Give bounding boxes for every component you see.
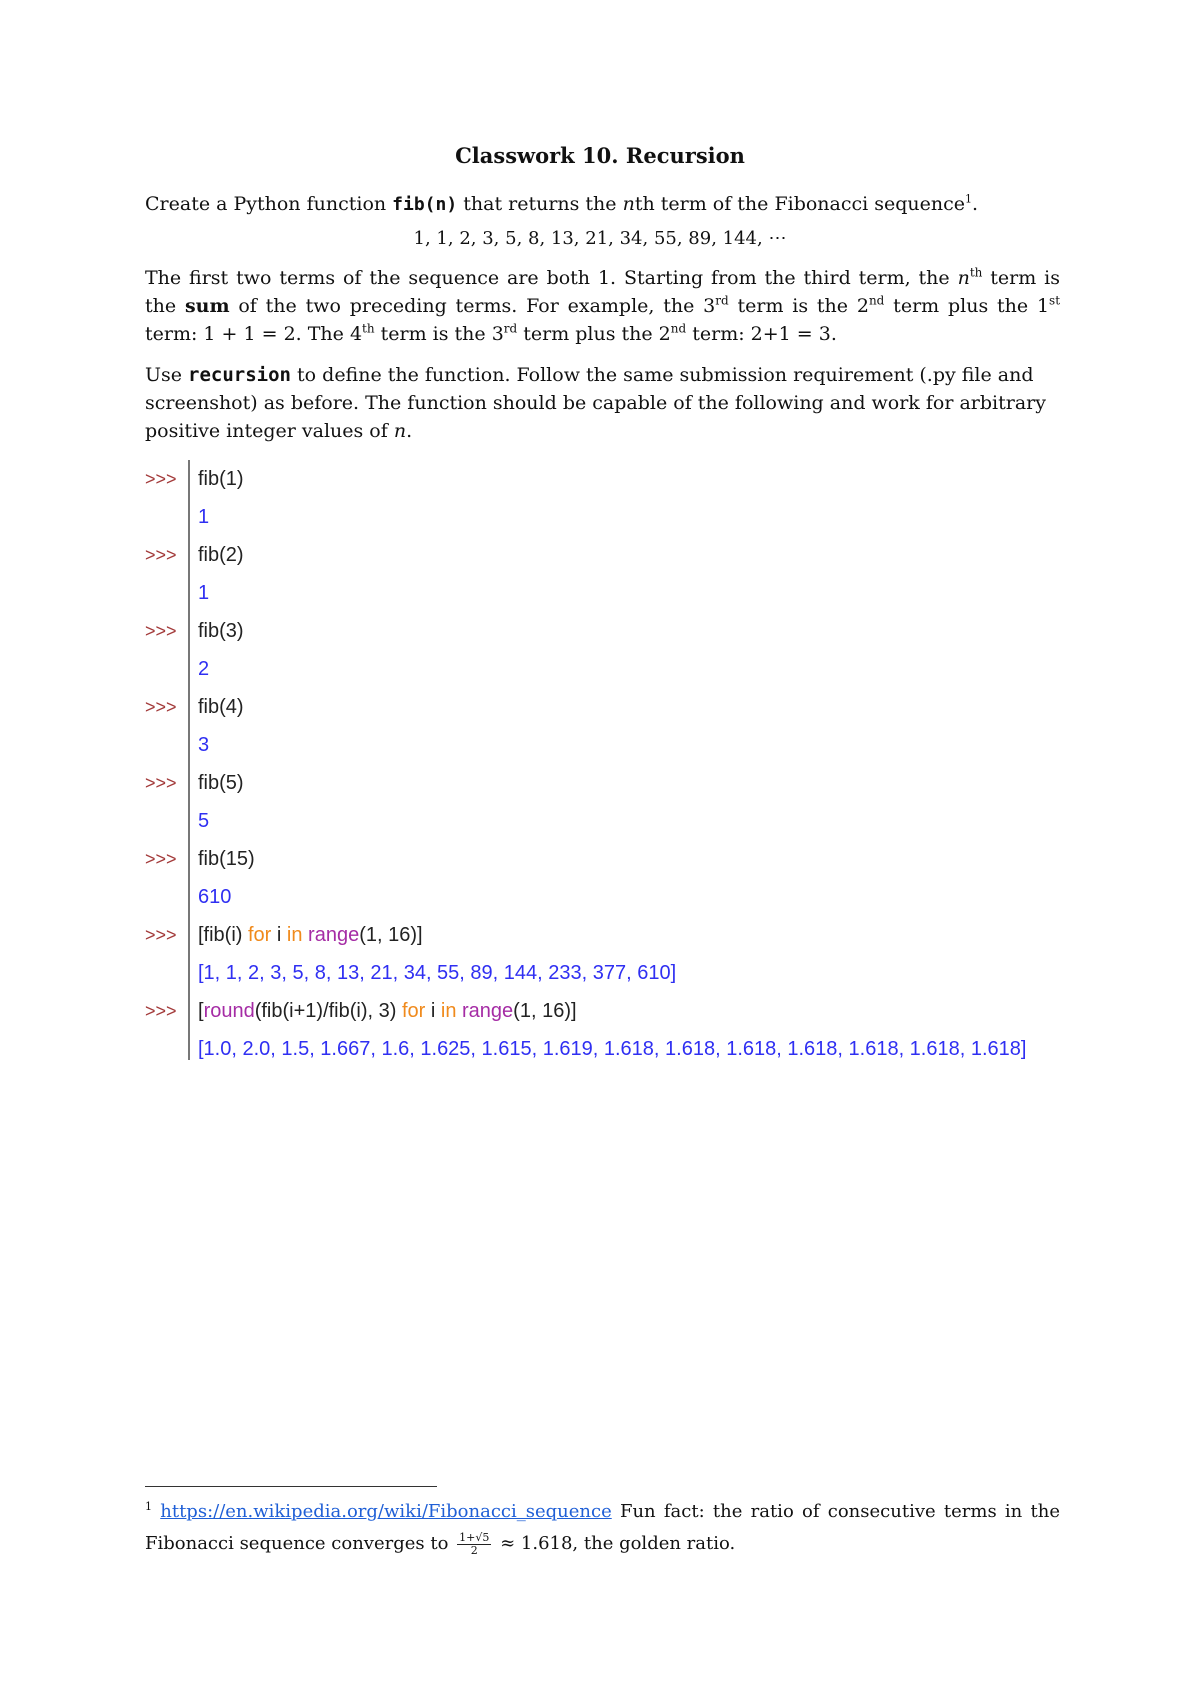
superscript: st (1049, 293, 1061, 308)
console-output: 2 (198, 658, 210, 680)
fraction-denominator: 2 (470, 1543, 478, 1557)
para-text: term is the (145, 267, 1060, 317)
page-title: Classwork 10. Recursion (455, 143, 745, 168)
console-input: fib(1) (198, 468, 244, 490)
para-text: term plus the 1 (884, 295, 1050, 317)
superscript: nd (868, 293, 885, 308)
fibonacci-sequence: 1, 1, 2, 3, 5, 8, 13, 21, 34, 55, 89, 144, ⋯ (413, 228, 787, 249)
console-prompt: >>> (145, 697, 177, 717)
para-text: term is the 2 (728, 295, 869, 317)
console-output: [1.0, 2.0, 1.5, 1.667, 1.6, 1.625, 1.615, 1.619, 1.618, 1.618, 1.618, 1.618, 1.618, 1.618, 1.618] (198, 1038, 1027, 1060)
console-prompt: >>> (145, 925, 177, 945)
console-prompt: >>> (145, 621, 177, 641)
footnote-number: 1 (145, 1500, 152, 1513)
console-prompt: >>> (145, 773, 177, 793)
intro-text-mid: that returns the (457, 193, 623, 215)
intro-text: Create a Python function (145, 193, 393, 215)
console-input: fib(5) (198, 772, 244, 794)
console-input: fib(15) (198, 848, 255, 870)
intro-period: . (972, 193, 979, 215)
para-text: term is the 3 (374, 323, 504, 345)
console-input: fib(3) (198, 620, 244, 642)
golden-ratio-fraction (457, 1532, 491, 1557)
console-divider (188, 460, 190, 1060)
console-prompt: >>> (145, 545, 177, 565)
console-output: [1, 1, 2, 3, 5, 8, 13, 21, 34, 55, 89, 144, 233, 377, 610] (198, 962, 677, 984)
superscript: nd (670, 321, 687, 336)
superscript: th (362, 321, 375, 336)
console-output: 1 (198, 506, 210, 528)
console-output: 5 (198, 810, 210, 832)
console-output: 3 (198, 734, 210, 756)
python-console-screenshot (145, 460, 1085, 1060)
console-prompt: >>> (145, 469, 177, 489)
console-input: fib(4) (198, 696, 244, 718)
footnote (145, 1496, 1060, 1560)
footnote-separator (145, 1486, 437, 1487)
variable-n: n (957, 267, 970, 289)
variable-n: n (622, 193, 635, 215)
superscript: th (969, 265, 983, 280)
wikipedia-link[interactable]: https://en.wikipedia.org/wiki/Fibonacci_sequence (160, 1501, 612, 1522)
para-text: term plus the 2 (517, 323, 671, 345)
intro-text-after: th term of the Fibonacci sequence (634, 193, 966, 215)
definition-paragraph (145, 264, 1060, 348)
fraction-numerator: 1+√5 (459, 1530, 490, 1544)
intro-paragraph (145, 190, 1060, 219)
footnote-reference[interactable]: 1 (965, 192, 973, 206)
para-text: to define the function. Follow the same submission requirement (.py file and screenshot) as before. The function should be capable of the following and work for arbitrary positive integer values of (145, 364, 1046, 442)
para-text: . (406, 420, 413, 442)
para-text: term: 1 + 1 = 2. The 4 (145, 323, 363, 345)
para-text: Use (145, 364, 189, 386)
para-text: term: 2+1 = 3. (686, 323, 837, 345)
console-input: [round(fib(i+1)/fib(i), 3) for i in range(1, 16)] (198, 1000, 577, 1022)
console-prompt: >>> (145, 1001, 177, 1021)
console-input: [fib(i) for i in range(1, 16)] (198, 924, 423, 946)
variable-n: n (393, 420, 407, 442)
footnote-text: ≈ 1.618, the golden ratio. (494, 1533, 736, 1554)
bold-recursion: recursion (188, 364, 291, 386)
console-output: 610 (198, 886, 232, 908)
superscript: rd (503, 321, 518, 336)
function-name-code: fib(n) (392, 194, 458, 215)
console-input: fib(2) (198, 544, 244, 566)
footnote-text: Fun fact: the ratio of consecutive terms in the Fibonacci sequence converges to (145, 1501, 1060, 1554)
bold-sum: sum (184, 295, 230, 317)
superscript: rd (715, 293, 729, 308)
para-text: The first two terms of the sequence are both 1. Starting from the third term, the (145, 267, 958, 289)
console-output: 1 (198, 582, 210, 604)
para-text: of the two preceding terms. For example, the 3 (229, 295, 716, 317)
console-prompt: >>> (145, 849, 177, 869)
instructions-paragraph (145, 361, 1060, 445)
